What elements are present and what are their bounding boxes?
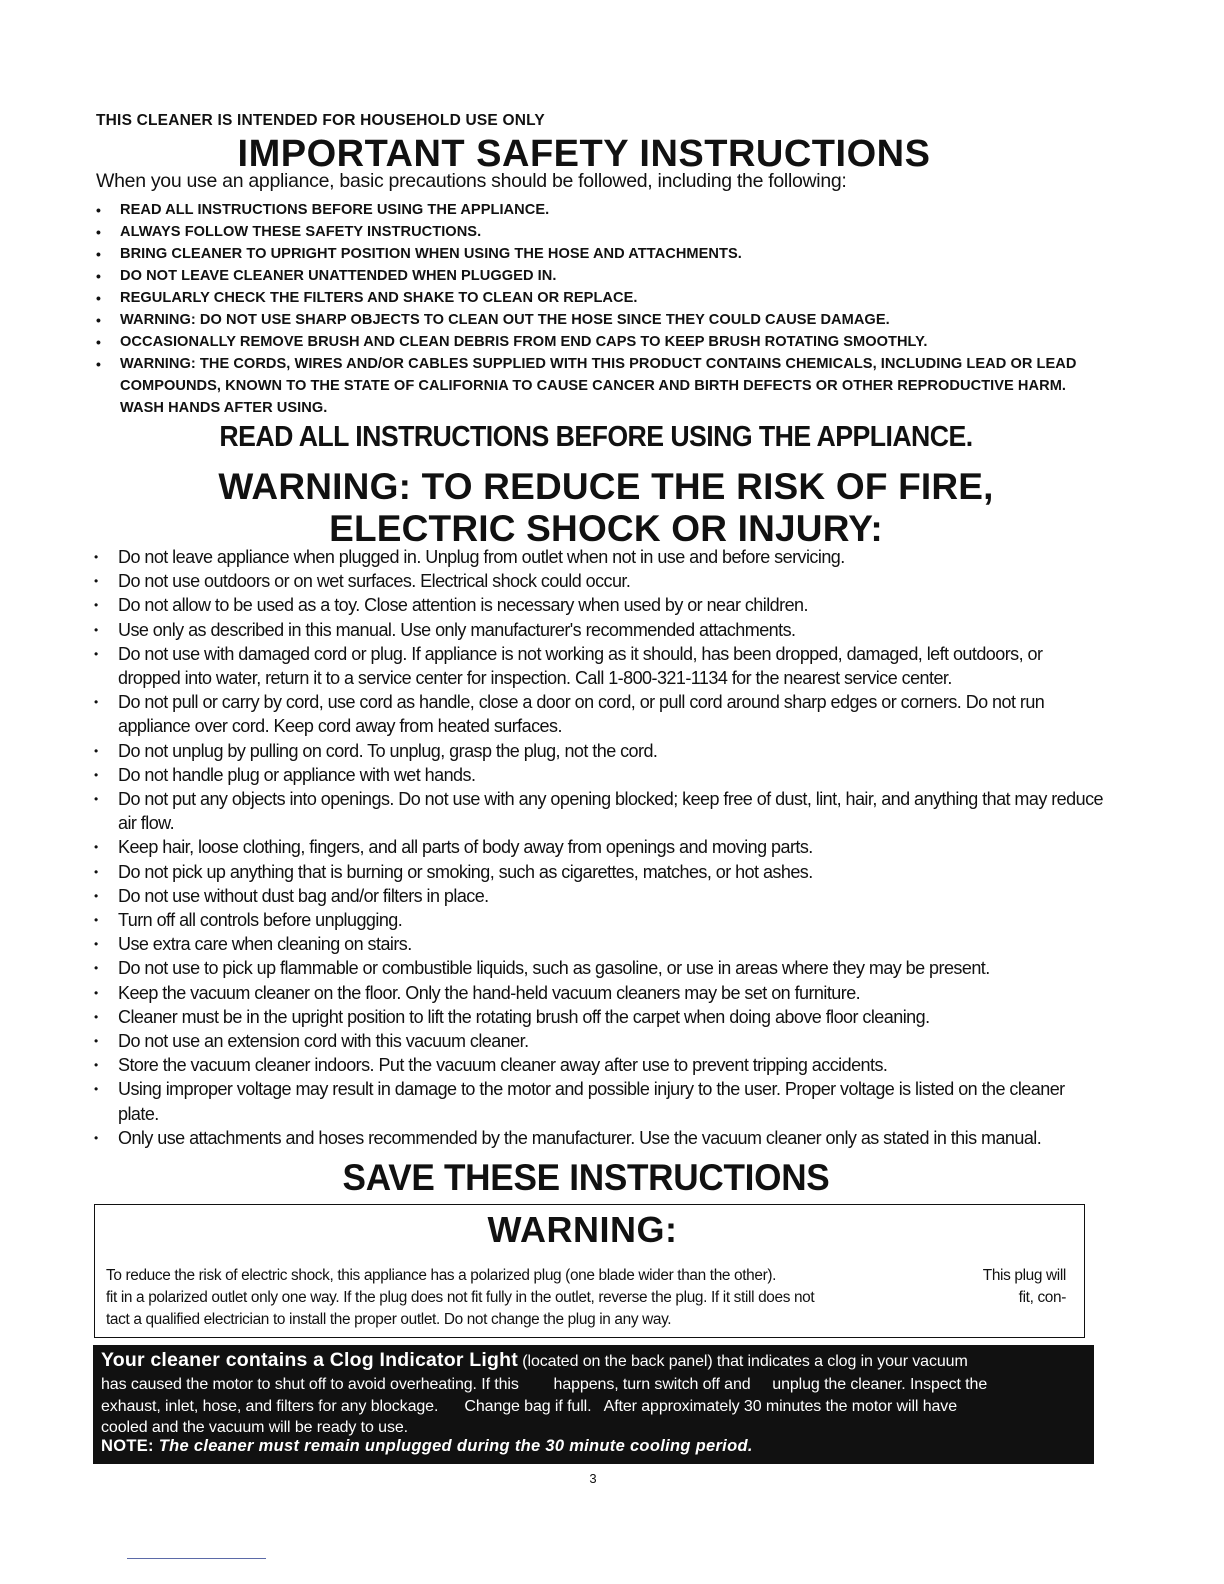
warning-box-line: fit in a polarized outlet only one way. If the plug does not fit fully in the outlet, reverse the plug. If it still does not [106,1289,815,1306]
clog-body-line: cooled and the vacuum will be ready to use. [101,1419,408,1436]
warning-box-line: tact a qualified electrician to install the proper outlet. Do not change the plug in any way. [106,1311,672,1328]
precaution-item: • BRING CLEANER TO UPRIGHT POSITION WHEN USING THE HOSE AND ATTACHMENTS. [96,243,1096,265]
warning-box-title: WARNING: [487,1209,678,1250]
warning-box-side-text [956,1265,1066,1309]
page-title: IMPORTANT SAFETY INSTRUCTIONS [237,133,931,175]
safety-item: • Only use attachments and hoses recommended by the manufacturer. Use the vacuum cleaner only as stated in this manual. [94,1126,1104,1150]
warning-box-text [106,1265,966,1331]
clog-indicator-notice [93,1345,1094,1464]
precaution-item: • WARNING: DO NOT USE SHARP OBJECTS TO CLEAN OUT THE HOSE SINCE THEY COULD CAUSE DAMAGE. [96,309,1096,331]
precaution-item: • REGULARLY CHECK THE FILTERS AND SHAKE TO CLEAN OR REPLACE. [96,287,1096,309]
precaution-item: • READ ALL INSTRUCTIONS BEFORE USING THE APPLIANCE. [96,199,1096,221]
fire-warning-heading [0,466,1218,550]
safety-list [94,545,1104,1150]
safety-item: • Use only as described in this manual. Use only manufacturer's recommended attachments. [94,618,1104,642]
safety-item: • Do not use an extension cord with this vacuum cleaner. [94,1029,1104,1053]
safety-item: • Use extra care when cleaning on stairs. [94,932,1104,956]
safety-item: • Do not use to pick up flammable or combustible liquids, such as gasoline, or use in areas where they may be present. [94,956,1104,980]
cooling-note [101,1437,753,1456]
safety-item: • Do not use without dust bag and/or filters in place. [94,884,1104,908]
precaution-item: • WARNING: THE CORDS, WIRES AND/OR CABLES SUPPLIED WITH THIS PRODUCT CONTAINS CHEMICALS, INCLUDING LEAD OR LEAD COMPOUNDS, KNOWN TO THE STATE OF CALIFORNIA TO CAUSE CANCER AND BIRTH DEFECTS OR OTHER REPRODUCTIVE HARM. WASH HANDS AFTER USING. [96,353,1096,419]
clog-body-line: exhaust, inlet, hose, and filters for any blockage. Change bag if full. After approximately 30 minutes the motor will have [101,1397,958,1415]
precaution-item: • OCCASIONALLY REMOVE BRUSH AND CLEAN DEBRIS FROM END CAPS TO KEEP BRUSH ROTATING SMOOTHLY. [96,331,1096,353]
note-label: NOTE: [101,1437,154,1455]
safety-item: • Do not handle plug or appliance with wet hands. [94,763,1104,787]
safety-item: • Do not unplug by pulling on cord. To unplug, grasp the plug, not the cord. [94,739,1104,763]
safety-item: • Do not leave appliance when plugged in. Unplug from outlet when not in use and before servicing. [94,545,1104,569]
clog-body-line: has caused the motor to shut off to avoid overheating. If this happens, turn switch off and unplug the cleaner. Inspect the [101,1376,988,1393]
precaution-item: • DO NOT LEAVE CLEANER UNATTENDED WHEN PLUGGED IN. [96,265,1096,287]
fire-warning-line-1: WARNING: TO REDUCE THE RISK OF FIRE, [218,466,994,507]
safety-item: • Turn off all controls before unplugging. [94,908,1104,932]
footer-rule [127,1558,266,1559]
intro-text: When you use an appliance, basic precautions should be followed, including the following: [96,170,847,192]
warning-box-line: To reduce the risk of electric shock, this appliance has a polarized plug (one blade wider than the other). [106,1267,777,1284]
clog-indicator-body [101,1374,1091,1439]
clog-lead-rest: (located on the back panel) that indicates a clog in your vacuum [517,1353,968,1370]
intended-use-notice: THIS CLEANER IS INTENDED FOR HOUSEHOLD USE ONLY [96,112,545,129]
safety-item: • Keep hair, loose clothing, fingers, and all parts of body away from openings and moving parts. [94,835,1104,859]
safety-item: • Keep the vacuum cleaner on the floor. Only the hand-held vacuum cleaners may be set on furniture. [94,981,1104,1005]
fire-warning-line-2: ELECTRIC SHOCK OR INJURY: [329,508,883,549]
clog-indicator-lead [101,1349,968,1372]
warning-box-side-line: This plug will [982,1267,1066,1284]
safety-item: • Store the vacuum cleaner indoors. Put the vacuum cleaner away after use to prevent tripping accidents. [94,1053,1104,1077]
note-text: The cleaner must remain unplugged during the 30 minute cooling period. [153,1437,753,1455]
safety-item: • Using improper voltage may result in damage to the motor and possible injury to the user. Proper voltage is listed on the cleaner plate. [94,1077,1104,1125]
precaution-item: • ALWAYS FOLLOW THESE SAFETY INSTRUCTIONS. [96,221,1096,243]
read-all-heading: READ ALL INSTRUCTIONS BEFORE USING THE APPLIANCE. [219,421,973,453]
safety-item: • Do not allow to be used as a toy. Close attention is necessary when used by or near children. [94,593,1104,617]
safety-item: • Do not pull or carry by cord, use cord as handle, close a door on cord, or pull cord around sharp edges or corners. Do not run appliance over cord. Keep cord away from heated surfaces. [94,690,1104,738]
page-number: 3 [589,1471,597,1486]
safety-item: • Do not put any objects into openings. Do not use with any opening blocked; keep free of dust, lint, hair, and anything that may reduce air flow. [94,787,1104,835]
safety-item: • Cleaner must be in the upright position to lift the rotating brush off the carpet when doing above floor cleaning. [94,1005,1104,1029]
clog-lead-bold: Your cleaner contains a Clog Indicator Light [101,1349,518,1371]
safety-item: • Do not use with damaged cord or plug. If appliance is not working as it should, has been dropped, damaged, left outdoors, or dropped into water, return it to a service center for inspection. Call 1-800-321-1134 for the nearest service center. [94,642,1104,690]
precautions-list [96,199,1096,419]
safety-item: • Do not pick up anything that is burning or smoking, such as cigarettes, matches, or hot ashes. [94,860,1104,884]
safety-item: • Do not use outdoors or on wet surfaces. Electrical shock could occur. [94,569,1104,593]
warning-box-side-line: fit, con- [1018,1289,1066,1306]
polarized-plug-warning-box [94,1204,1085,1338]
save-instructions-heading: SAVE THESE INSTRUCTIONS [342,1157,830,1198]
